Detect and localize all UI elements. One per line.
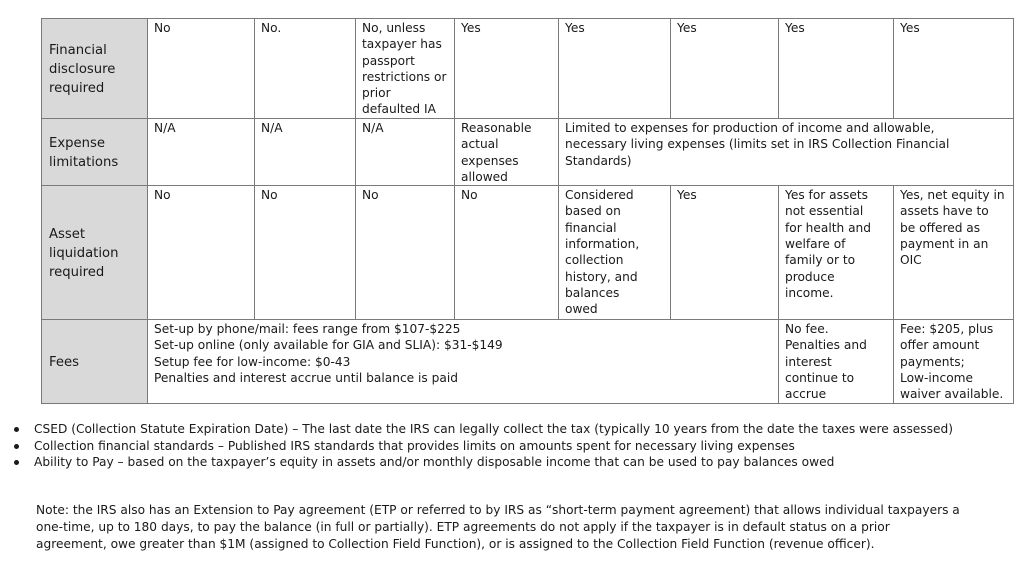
table-cell: Reasonable actual expenses allowed [455,119,559,186]
merged-cell-expense-limits: Limited to expenses for production of income and allowable, necessary living expenses (limits set in IRS Collection Financial Standards) [559,119,1014,186]
row-header-fees: Fees [42,320,148,404]
row-header-expense-limitations: Expense limitations [42,119,148,186]
table-cell: Yes [779,19,894,119]
bullet-icon [14,444,19,449]
table-cell: No. [255,19,356,119]
table-cell: Yes [455,19,559,119]
table-row-asset-liquidation [42,186,1014,320]
table-cell: Considered based on financial information, collection history, and balances owed [559,186,671,320]
list-item: CSED (Collection Statute Expiration Date) – The last date the IRS can legally collect the tax (typically 10 years from the date the taxes were assessed) [14,421,1019,438]
table-cell: No [255,186,356,320]
table-cell: No, unless taxpayer has passport restrictions or prior defaulted IA [356,19,455,119]
table-cell: No fee. Penalties and interest continue to accrue [779,320,894,404]
table-cell: N/A [255,119,356,186]
table-cell: N/A [356,119,455,186]
bullet-icon [14,427,19,432]
comparison-table [41,18,1014,404]
row-header-financial-disclosure: Financial disclosure required [42,19,148,119]
footnote: Note: the IRS also has an Extension to Pay agreement (ETP or referred to by IRS as “short-term payment agreement) that allows individual taxpayers a one-time, up to 180 days, to pay the balance (in full or partially). ETP agreements do not apply if the taxpayer is in default status on a prior agreement, owe greater than $1M (assigned to Collection Field Function), or is assigned to the Collection Field Function (revenue officer). [36,503,960,551]
table-cell: Yes [671,19,779,119]
list-item: Collection financial standards – Published IRS standards that provides limits on amounts spent for necessary living expenses [14,438,1019,455]
definitions-list [14,421,1019,471]
table-cell: No [148,19,255,119]
bullet-icon [14,460,19,465]
table-cell: No [356,186,455,320]
merged-cell-fees: Set-up by phone/mail: fees range from $107-$225 Set-up online (only available for GIA and SLIA): $31-$149 Setup fee for low-income: $0-43 Penalties and interest accrue until balance is paid [148,320,779,404]
table-cell: Yes [559,19,671,119]
table-row-expense-limitations [42,119,1014,186]
table-cell: Yes, net equity in assets have to be offered as payment in an OIC [894,186,1014,320]
table-cell: Fee: $205, plus offer amount payments; Low-income waiver available. [894,320,1014,404]
list-item: Ability to Pay – based on the taxpayer’s equity in assets and/or monthly disposable income that can be used to pay balances owed [14,454,1019,471]
table-cell: N/A [148,119,255,186]
row-header-asset-liquidation: Asset liquidation required [42,186,148,320]
table-cell: Yes [894,19,1014,119]
table-cell: Yes for assets not essential for health and welfare of family or to produce income. [779,186,894,320]
table-row-financial-disclosure [42,19,1014,119]
table-row-fees [42,320,1014,404]
table-cell: Yes [671,186,779,320]
table-cell: No [148,186,255,320]
table-cell: No [455,186,559,320]
